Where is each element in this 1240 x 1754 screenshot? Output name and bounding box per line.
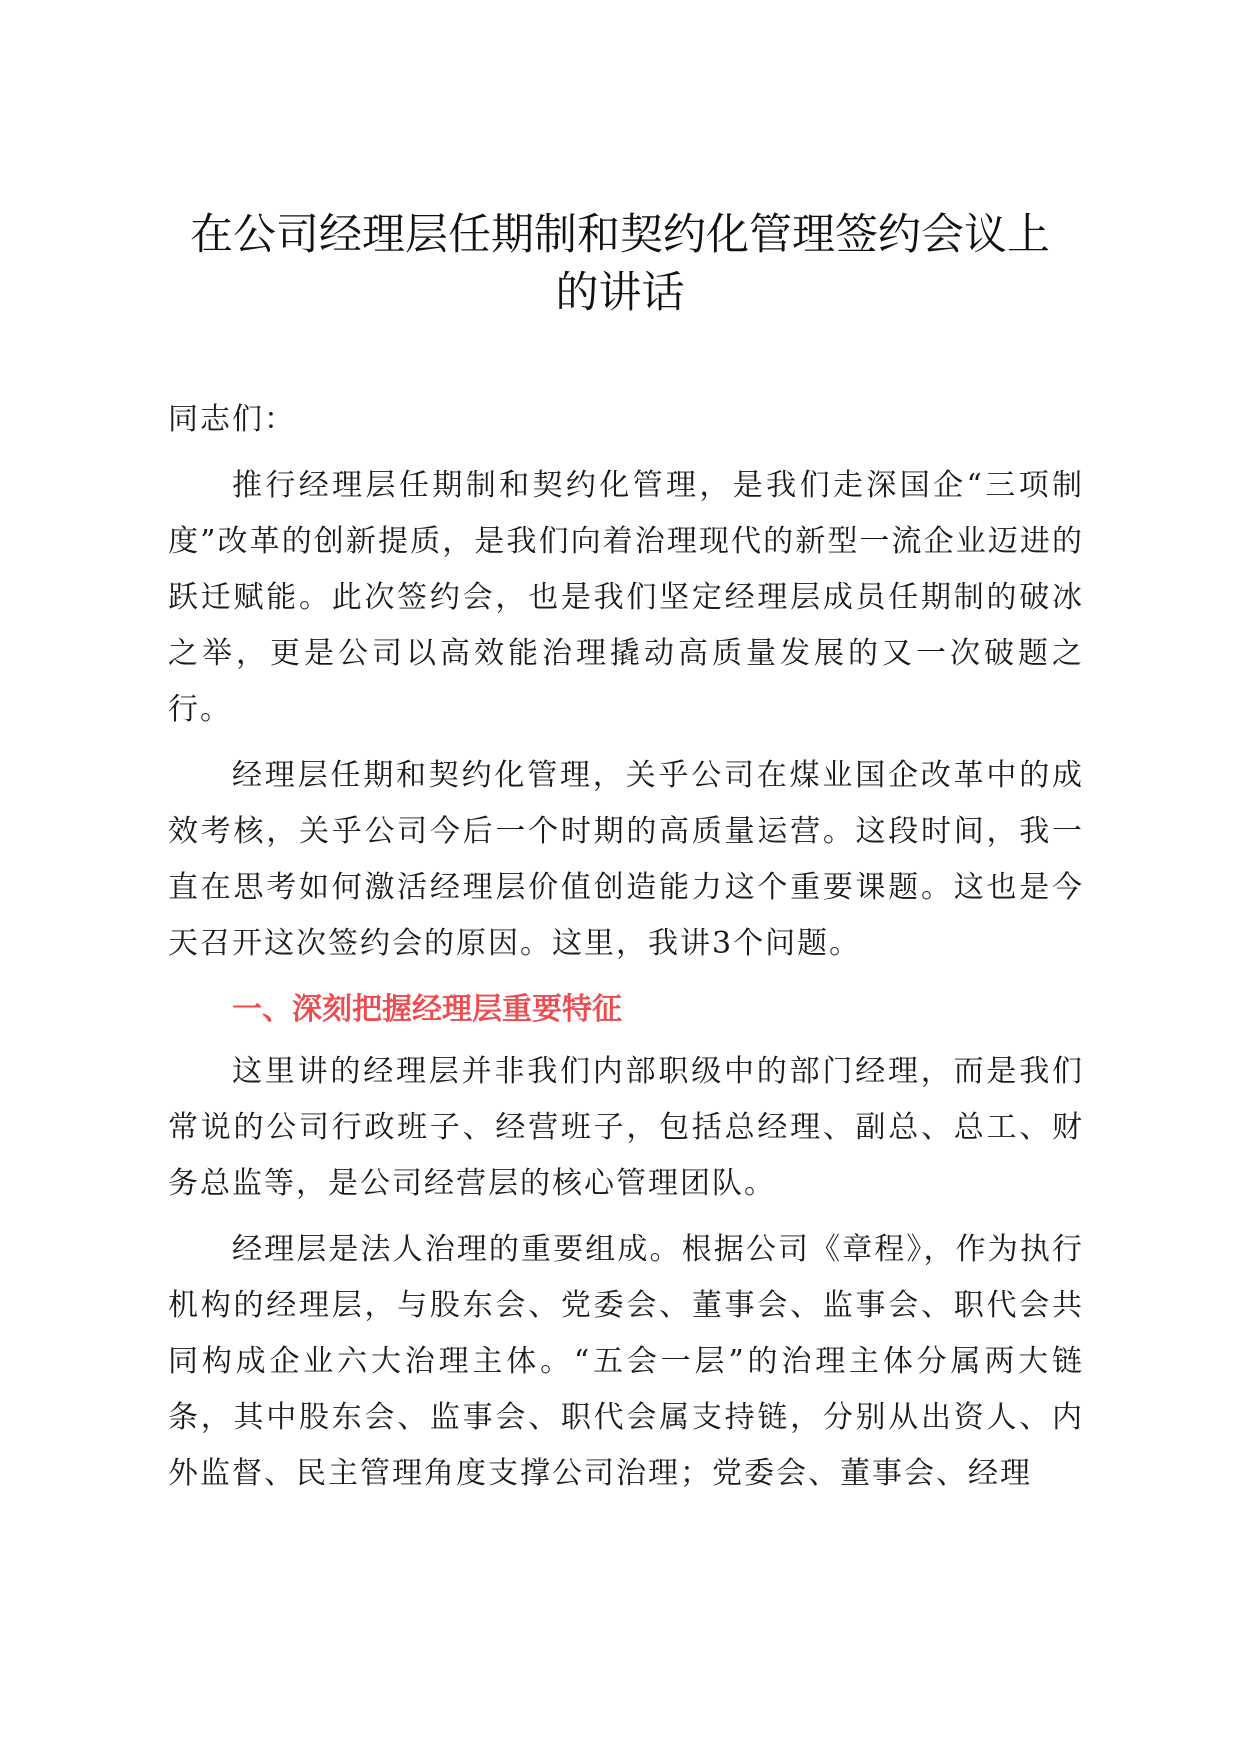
paragraph-intro-1: 推行经理层任期制和契约化管理，是我们走深国企“三项制度”改革的创新提质，是我们向着治理现代的新型一流企业迈进的跃迁赋能。此次签约会，也是我们坚定经理层成员任期制的破冰之举，更是公司以高效能治理撬动高质量发展的又一次破题之行。 [168, 468, 1084, 727]
title-line-1: 在公司经理层任期制和契约化管理签约会议上 [190, 210, 1050, 260]
salutation: 同志们： [168, 402, 296, 437]
paragraph-intro-2: 经理层任期和契约化管理，关乎公司在煤业国企改革中的成效考核，关乎公司今后一个时期的高质量运营。这段时间，我一直在思考如何激活经理层价值创造能力这个重要课题。这也是今天召开这次签约会的原因。这里，我讲3个问题。 [168, 758, 1084, 961]
document-body [168, 392, 1084, 1512]
title-line-2: 的讲话 [555, 268, 685, 318]
paragraph-section1-1: 这里讲的经理层并非我们内部职级中的部门经理，而是我们常说的公司行政班子、经营班子，包括总经理、副总、总工、财务总监等，是公司经营层的核心管理团队。 [168, 1054, 1084, 1201]
paragraph-section1-2: 经理层是法人治理的重要组成。根据公司《章程》，作为执行机构的经理层，与股东会、党委会、董事会、监事会、职代会共同构成企业六大治理主体。“五会一层”的治理主体分属两大链条，其中股东会、监事会、职代会属支持链，分别从出资人、内外监督、民主管理角度支撑公司治理；党委会、董事会、经理 [168, 1232, 1084, 1491]
document-title [150, 206, 1090, 322]
section-heading-1: 一、深刻把握经理层重要特征 [232, 992, 622, 1027]
